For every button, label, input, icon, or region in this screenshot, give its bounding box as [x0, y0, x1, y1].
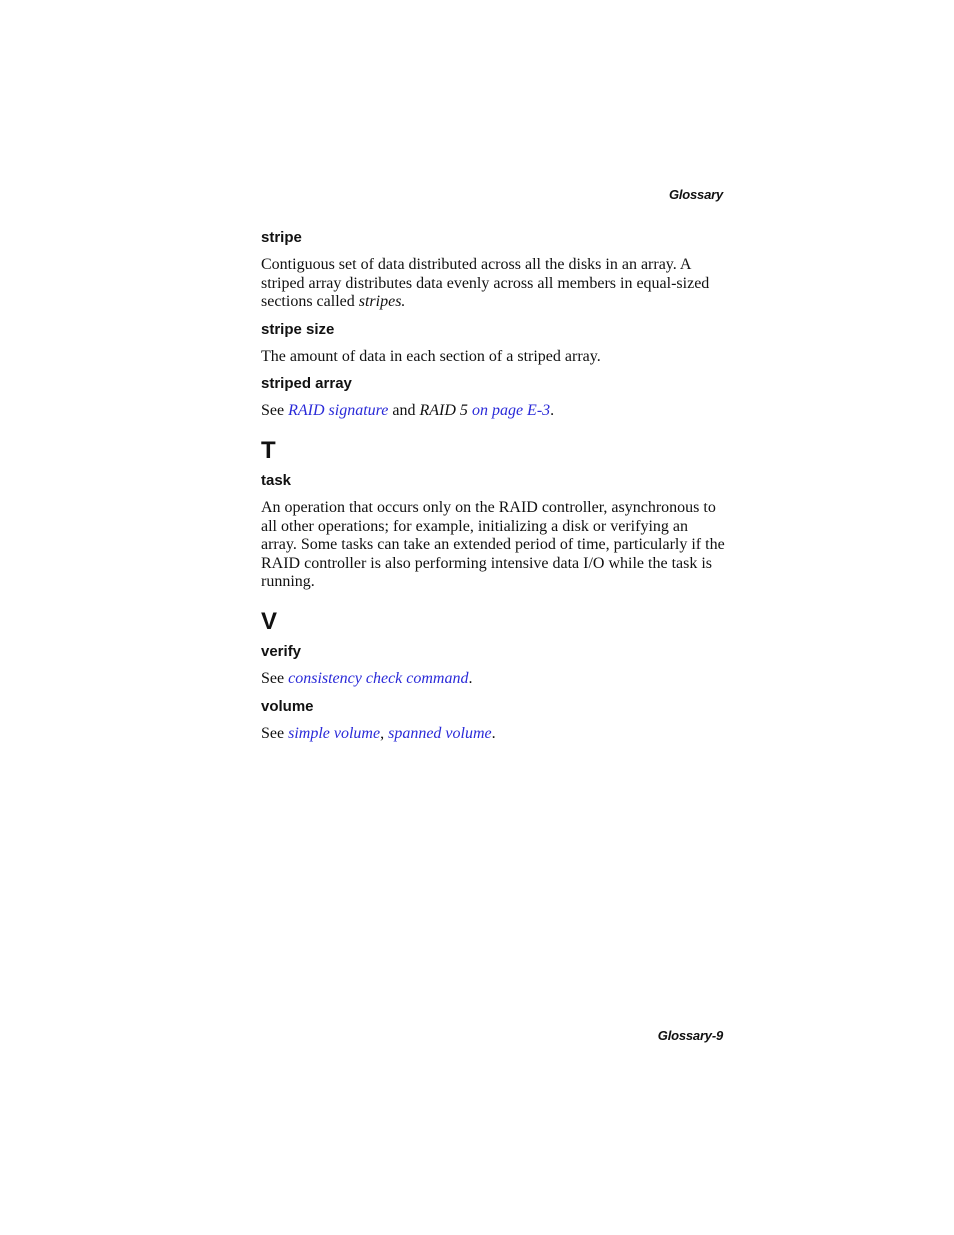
raid5-reference: RAID 5: [419, 402, 468, 420]
period-text: .: [550, 402, 555, 420]
comma-text: ,: [380, 724, 389, 742]
period-text: .: [491, 724, 496, 742]
link-simple-volume[interactable]: simple volume: [288, 724, 381, 742]
definition-stripe: [261, 256, 727, 312]
term-verify: verify: [261, 642, 302, 660]
link-raid-signature[interactable]: RAID signature: [288, 402, 389, 420]
glossary-content: [261, 228, 727, 751]
definition-emphasis: stripes.: [358, 293, 406, 311]
see-text: See: [261, 402, 289, 420]
definition-text: Contiguous set of data distributed across all the disks in an array. A striped array distributes data evenly across all members in equal-sized sections called: [261, 256, 710, 311]
section-letter-v: V: [261, 607, 278, 635]
period-text: .: [468, 669, 473, 687]
running-header: Glossary: [668, 187, 723, 202]
section-letter-t: T: [261, 436, 276, 464]
see-text: See: [261, 724, 289, 742]
definition-stripe-size: The amount of data in each section of a striped array.: [261, 347, 601, 365]
definition-striped-array: [261, 402, 727, 421]
term-stripe-size: stripe size: [261, 320, 335, 338]
link-consistency-check-command[interactable]: consistency check command: [288, 669, 469, 687]
link-page-e3[interactable]: on page E-3: [471, 402, 551, 420]
definition-volume: [261, 725, 727, 744]
term-stripe: stripe: [261, 229, 302, 246]
term-volume: volume: [261, 697, 314, 715]
and-text: and: [388, 402, 420, 420]
definition-task: An operation that occurs only on the RAID controller, asynchronous to all other operations; for example, initializing a disk or verifying an array. Some tasks can take an extended period of time, particularly if the RAID controller is also performing intensive data I/O while the task is running.: [261, 498, 725, 591]
link-spanned-volume[interactable]: spanned volume: [388, 724, 492, 742]
term-striped-array: striped array: [261, 375, 352, 393]
term-task: task: [261, 471, 292, 489]
page-number: Glossary-9: [657, 1028, 723, 1043]
see-text: See: [261, 669, 289, 687]
definition-verify: [261, 670, 727, 689]
